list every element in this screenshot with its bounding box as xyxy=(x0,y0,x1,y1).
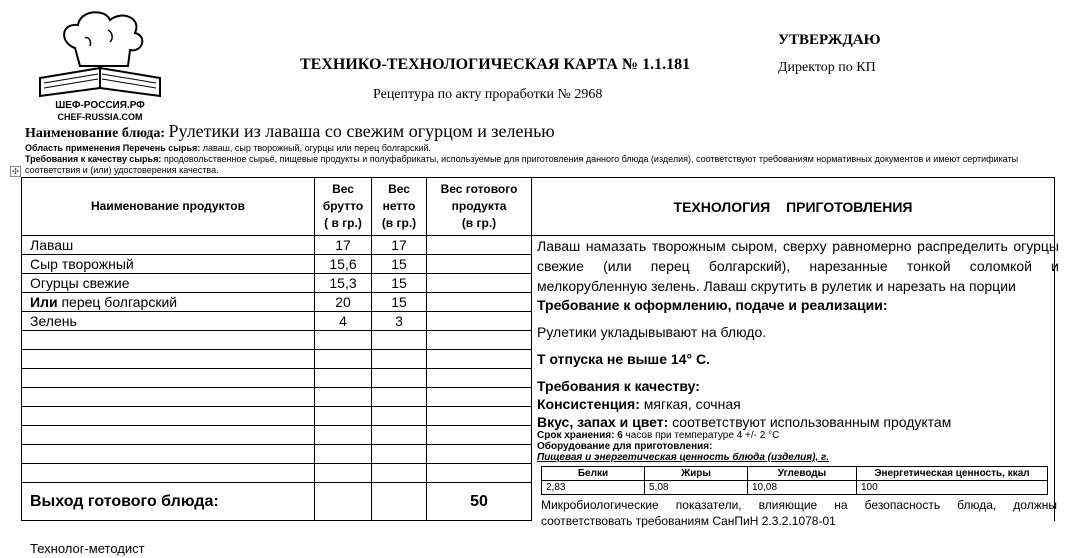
product-brutto: 20 xyxy=(315,293,372,312)
serving-temperature: Т отпуска не выше 14° С. xyxy=(537,351,710,367)
brutto-line-2: брутто xyxy=(322,199,364,213)
application-area-value: лаваш, сыр творожный, огурцы или перец болгарский. xyxy=(202,143,432,153)
product-ready xyxy=(427,274,532,293)
output-label: Выход готового блюда: xyxy=(22,483,315,521)
ready-line-2: продукта xyxy=(451,199,507,213)
approve-label: УТВЕРЖДАЮ xyxy=(778,32,881,48)
technology-content xyxy=(537,236,1059,463)
product-netto: 17 xyxy=(372,236,427,255)
document-title: ТЕХНИКО-ТЕХНОЛОГИЧЕСКАЯ КАРТА № 1.1.181 xyxy=(300,56,691,73)
consistency: Консистенция: мягкая, сочная xyxy=(537,396,741,412)
product-brutto: 15,6 xyxy=(315,255,372,274)
table-move-handle-icon[interactable]: ✣ xyxy=(10,166,21,177)
dish-label: Наименование блюда: xyxy=(25,126,165,141)
product-brutto: 4 xyxy=(315,312,372,331)
product-netto: 3 xyxy=(372,312,427,331)
nutrition-carbs: 10,08 xyxy=(748,481,857,495)
netto-line-1: Вес xyxy=(388,182,410,196)
director-label: Директор по КП xyxy=(778,60,876,75)
serving-text: Рулетики укладывывают на блюдо. xyxy=(537,324,767,340)
taste: Вкус, запах и цвет: соответствуют использованным продуктам xyxy=(537,414,952,430)
col-header-netto xyxy=(372,178,427,236)
nutrition-header-protein: Белки xyxy=(542,467,645,481)
col-header-brutto xyxy=(315,178,372,236)
raw-quality-value: продовольственное сырьё, пищевые продукты и полуфабрикаты, используемые для приготовления данного блюда (изделия), соответствуют требованиям нормативных документов и имеют сертификаты соответствия и (или) удостоверения качества. xyxy=(25,154,1019,175)
col-header-name: Наименование продуктов xyxy=(22,178,315,236)
quality-heading: Требования к качеству: xyxy=(537,378,700,394)
product-netto: 15 xyxy=(372,255,427,274)
col-header-ready xyxy=(427,178,532,236)
logo-line-1: ШЕФ-РОССИЯ.РФ xyxy=(55,100,145,111)
nutrition-energy: 100 xyxy=(857,481,1048,495)
product-netto: 15 xyxy=(372,274,427,293)
product-name: Сыр творожный xyxy=(22,255,315,274)
netto-line-3: (в гр.) xyxy=(381,216,417,230)
product-netto: 15 xyxy=(372,293,427,312)
dish-value: Рулетики из лаваша со свежим огурцом и зеленью xyxy=(168,121,555,141)
nutrition-header-carbs: Углеводы xyxy=(748,467,857,481)
product-name: Зелень xyxy=(22,312,315,331)
technology-text: Лаваш намазать творожным сыром, сверху равномерно распределить огурцы свежие (или перец болгарский), нарезанные тонкой соломкой и мелкорубленную зелень. Лаваш скрутить в рулетик и нарезать на порции xyxy=(537,238,1059,294)
raw-quality-requirements xyxy=(25,154,1060,176)
brutto-line-1: Вес xyxy=(332,182,354,196)
brutto-line-3: ( в гр.) xyxy=(324,216,362,230)
raw-quality-label: Требования к качеству сырья: xyxy=(25,154,162,164)
netto-line-2: нетто xyxy=(382,199,416,213)
product-name: Огурцы свежие xyxy=(22,274,315,293)
equipment: Оборудование для приготовления: xyxy=(537,441,713,452)
product-brutto: 15,3 xyxy=(315,274,372,293)
output-value: 50 xyxy=(427,483,532,521)
product-brutto: 17 xyxy=(315,236,372,255)
nutrition-fat: 5,08 xyxy=(645,481,748,495)
serving-heading: Требование к оформлению, подаче и реализации: xyxy=(537,297,888,313)
product-ready xyxy=(427,293,532,312)
microbiology-note: Микробиологические показатели, влияющие на безопасность блюда, должны соответствовать требованиям СанПиН 2.3.2.1078-01 xyxy=(541,498,1057,528)
chef-hat-book-icon xyxy=(30,8,170,103)
product-name: Или перец болгарский xyxy=(22,293,315,312)
application-area-label: Область применения Перечень сырья: xyxy=(25,143,201,153)
product-ready xyxy=(427,255,532,274)
nutrition-header-energy: Энергетическая ценность, ккал xyxy=(857,467,1048,481)
storage: Срок хранения: 6 часов при температуре 4 +/- 2 °С xyxy=(537,430,780,441)
logo-line-2: CHEF-RUSSIA.COM xyxy=(57,112,143,122)
nutrition-header-fat: Жиры xyxy=(645,467,748,481)
col-header-technology: ТЕХНОЛОГИЯ ПРИГОТОВЛЕНИЯ xyxy=(532,178,1055,236)
application-area xyxy=(25,143,431,154)
chef-russia-logo xyxy=(30,8,170,123)
product-ready xyxy=(427,236,532,255)
product-ready xyxy=(427,312,532,331)
recipe-act: Рецептура по акту проработки № 2968 xyxy=(373,87,603,102)
ready-line-1: Вес готового xyxy=(440,182,518,196)
nutrition-heading: Пищевая и энергетическая ценность блюда (изделия), г. xyxy=(537,452,830,463)
product-name: Лаваш xyxy=(22,236,315,255)
technologist-signature: Технолог-методист xyxy=(30,541,145,556)
dish-name xyxy=(25,121,555,142)
nutrition-table xyxy=(541,466,1048,495)
ready-line-3: (в гр.) xyxy=(461,216,497,230)
nutrition-protein: 2,83 xyxy=(542,481,645,495)
